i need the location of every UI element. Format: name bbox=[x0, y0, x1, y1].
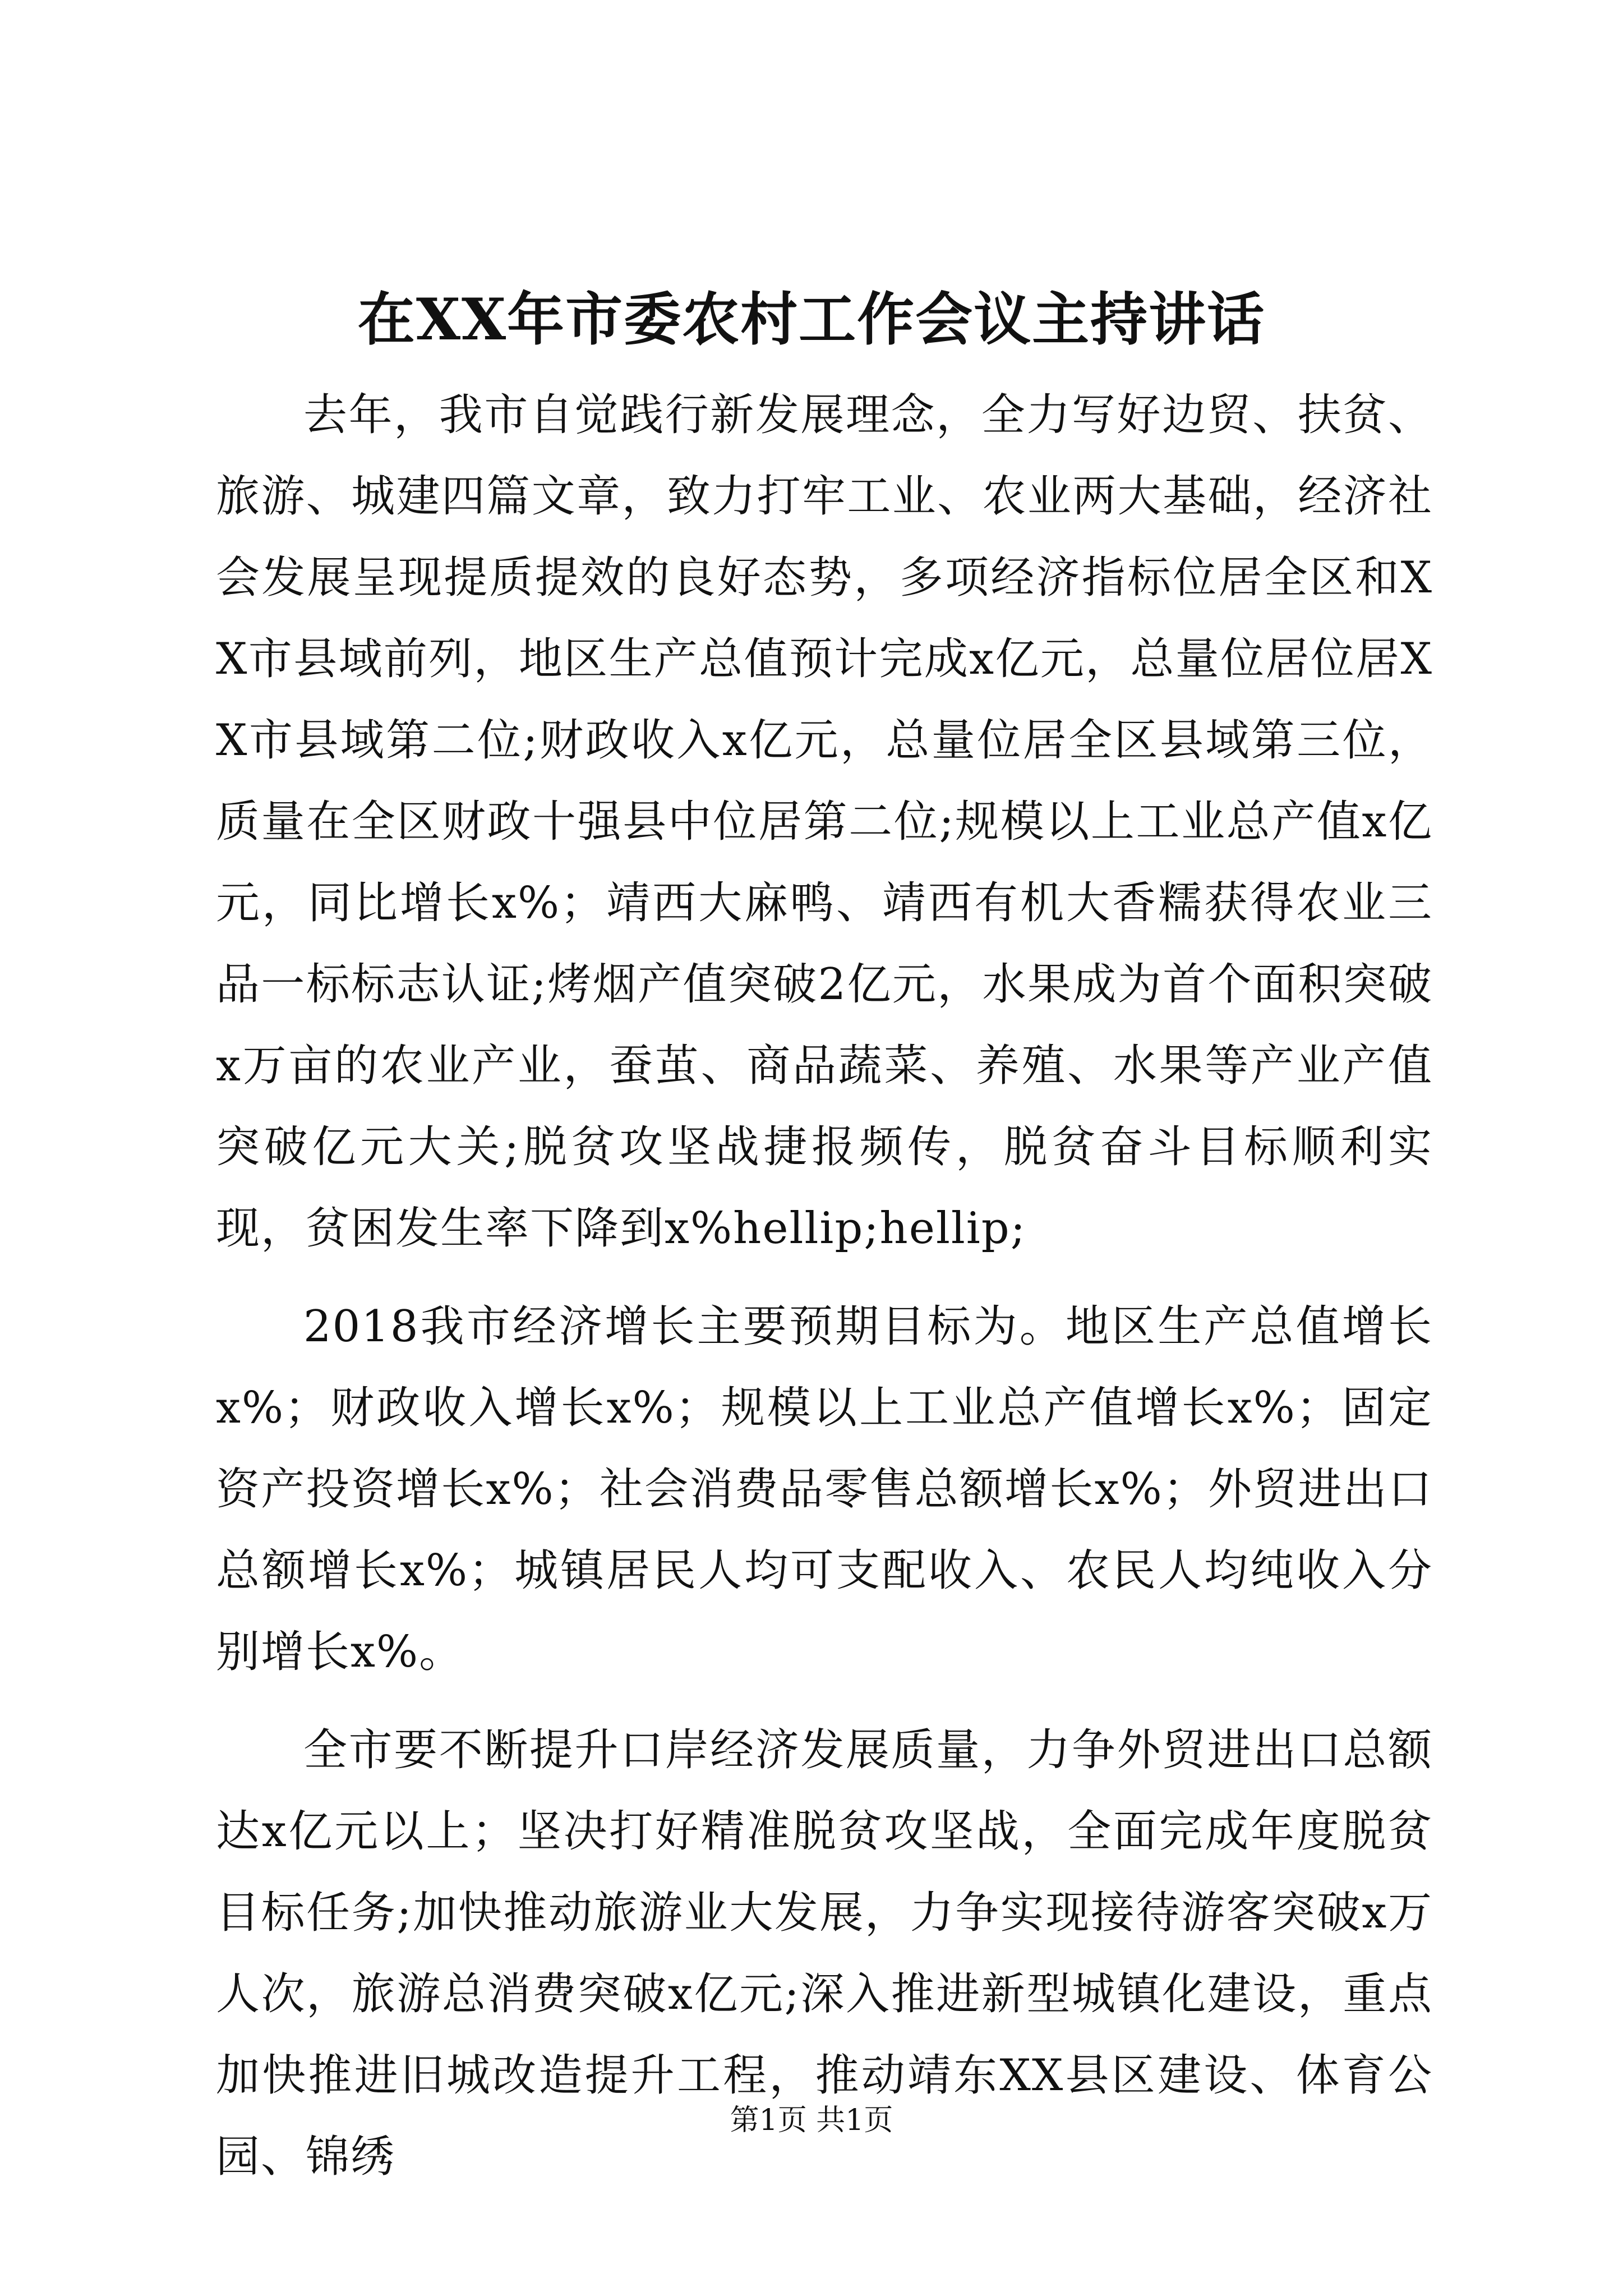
page-number-footer: 第1页 共1页 bbox=[730, 2104, 893, 2137]
paragraph-1: 去年，我市自觉践行新发展理念，全力写好边贸、扶贫、旅游、城建四篇文章，致力打牢工业、农业两大基础，经济社会发展呈现提质提效的良好态势，多项经济指标位居全区和XX市县域前列，地区生产总值预计完成x亿元，总量位居位居XX市县域第二位;财政收入x亿元，总量位居全区县域第三位，质量在全区财政十强县中位居第二位;规模以上工业总产值x亿元，同比增长x%；靖西大麻鸭、靖西有机大香糯获得农业三品一标标志认证;烤烟产值突破2亿元，水果成为首个面积突破x万亩的农业产业，蚕茧、商品蔬菜、养殖、水果等产业产值突破亿元大关;脱贫攻坚战捷报频传，脱贫奋斗目标顺利实现，贫困发生率下降到x%hellip;hellip; bbox=[216, 390, 1433, 1254]
document-body bbox=[216, 375, 1433, 2198]
document-title: 在XX年市委农村工作会议主持讲话 bbox=[357, 286, 1266, 353]
paragraph-2: 2018我市经济增长主要预期目标为。地区生产总值增长x%；财政收入增长x%；规模以上工业总产值增长x%；固定资产投资增长x%；社会消费品零售总额增长x%；外贸进出口总额增长x%；城镇居民人均可支配收入、农民人均纯收入分别增长x%。 bbox=[216, 1301, 1433, 1677]
paragraph-3: 全市要不断提升口岸经济发展质量，力争外贸进出口总额达x亿元以上；坚决打好精准脱贫攻坚战，全面完成年度脱贫目标任务;加快推动旅游业大发展，力争实现接待游客突破x万人次，旅游总消费突破x亿元;深入推进新型城镇化建设，重点加快推进旧城改造提升工程，推动靖东XX县区建设、体育公园、锦绣 bbox=[216, 1725, 1433, 2182]
